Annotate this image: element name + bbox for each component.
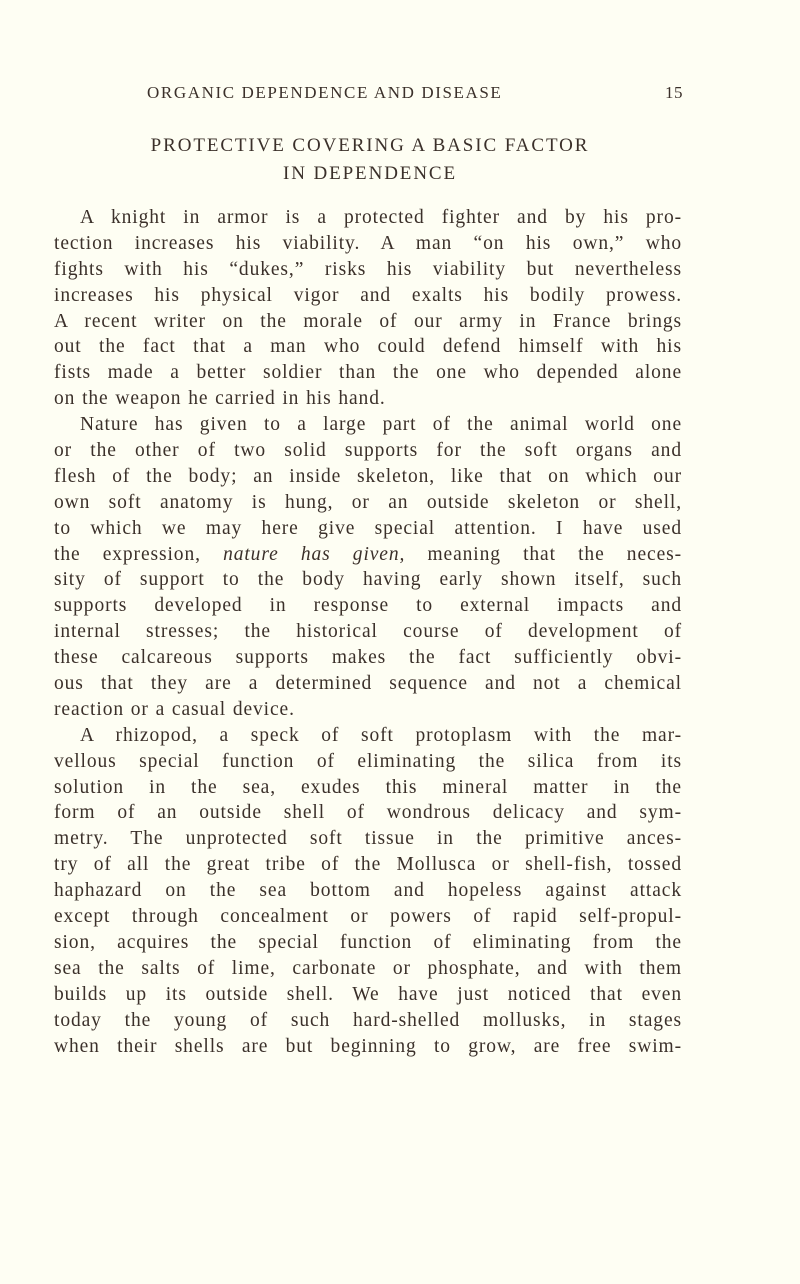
paragraph <box>54 723 682 1060</box>
text-line: haphazard on the sea bottom and hopeless against attack <box>54 880 682 902</box>
text-line: Nature has given to a large part of the animal world one <box>80 414 682 436</box>
text-line: A knight in armor is a protected fighter and by his pro- <box>80 207 682 228</box>
text-line: try of all the great tribe of the Mollusca or shell-fish, tossed <box>54 854 682 876</box>
text-line: except through concealment or powers of rapid self-propul- <box>54 906 682 928</box>
text-line: form of an outside shell of wondrous delicacy and sym- <box>54 802 682 824</box>
text-line: internal stresses; the historical course of development of <box>54 621 682 643</box>
section-title-line: PROTECTIVE COVERING A BASIC FACTOR <box>150 135 590 156</box>
text-line: on the weapon he carried in his hand. <box>54 388 386 410</box>
section-title-line: IN DEPENDENCE <box>282 163 458 184</box>
section-title <box>60 132 680 188</box>
text-line: builds up its outside shell. We have just noticed that even <box>54 983 682 1005</box>
text-line: when their shells are but beginning to grow, are free swim- <box>54 1035 682 1057</box>
text-line: sea the salts of lime, carbonate or phosphate, and with them <box>54 957 682 979</box>
body-text <box>54 205 682 1059</box>
page-number: 15 <box>665 83 683 102</box>
text-line: solution in the sea, exudes this mineral matter in the <box>54 776 682 798</box>
text-line: supports developed in response to external impacts and <box>54 595 682 617</box>
text-segment: the expression, <box>54 543 224 565</box>
text-line: own soft anatomy is hung, or an outside skeleton or shell, <box>54 491 682 513</box>
text-line: to which we may here give special attention. I have used <box>54 517 682 539</box>
text-line: increases his physical vigor and exalts his bodily prowess. <box>54 284 682 306</box>
paragraph <box>54 412 682 723</box>
text-line: metry. The unprotected soft tissue in the primitive ances- <box>54 828 682 850</box>
text-line: out the fact that a man who could defend himself with his <box>54 336 682 358</box>
text-line: sity of support to the body having early shown itself, such <box>54 569 682 591</box>
paragraph <box>54 205 682 412</box>
text-line: or the other of two solid supports for the soft organs and <box>54 440 682 462</box>
text-line: sion, acquires the special function of eliminating from the <box>54 931 682 953</box>
text-line: A recent writer on the morale of our army in France brings <box>54 310 682 332</box>
text-line: tection increases his viability. A man “on his own,” who <box>54 232 682 254</box>
running-head-title: ORGANIC DEPENDENCE AND DISEASE <box>147 83 503 102</box>
text-line <box>54 542 682 568</box>
text-line: ous that they are a determined sequence and not a chemical <box>54 673 682 695</box>
text-line: reaction or a casual device. <box>54 698 295 720</box>
text-line: these calcareous supports makes the fact sufficiently obvi- <box>54 647 682 669</box>
text-line: fights with his “dukes,” risks his viability but nevertheless <box>54 258 682 280</box>
text-line: flesh of the body; an inside skeleton, like that on which our <box>54 465 682 487</box>
text-segment: meaning that the neces- <box>405 543 683 565</box>
text-line: vellous special function of eliminating the silica from its <box>54 750 682 772</box>
text-line: A rhizopod, a speck of soft protoplasm with the mar- <box>80 724 682 746</box>
running-head <box>147 80 683 106</box>
text-line: fists made a better soldier than the one who depended alone <box>54 362 682 384</box>
italic-phrase: nature has given, <box>223 543 406 565</box>
text-line: today the young of such hard-shelled mollusks, in stages <box>54 1009 682 1031</box>
